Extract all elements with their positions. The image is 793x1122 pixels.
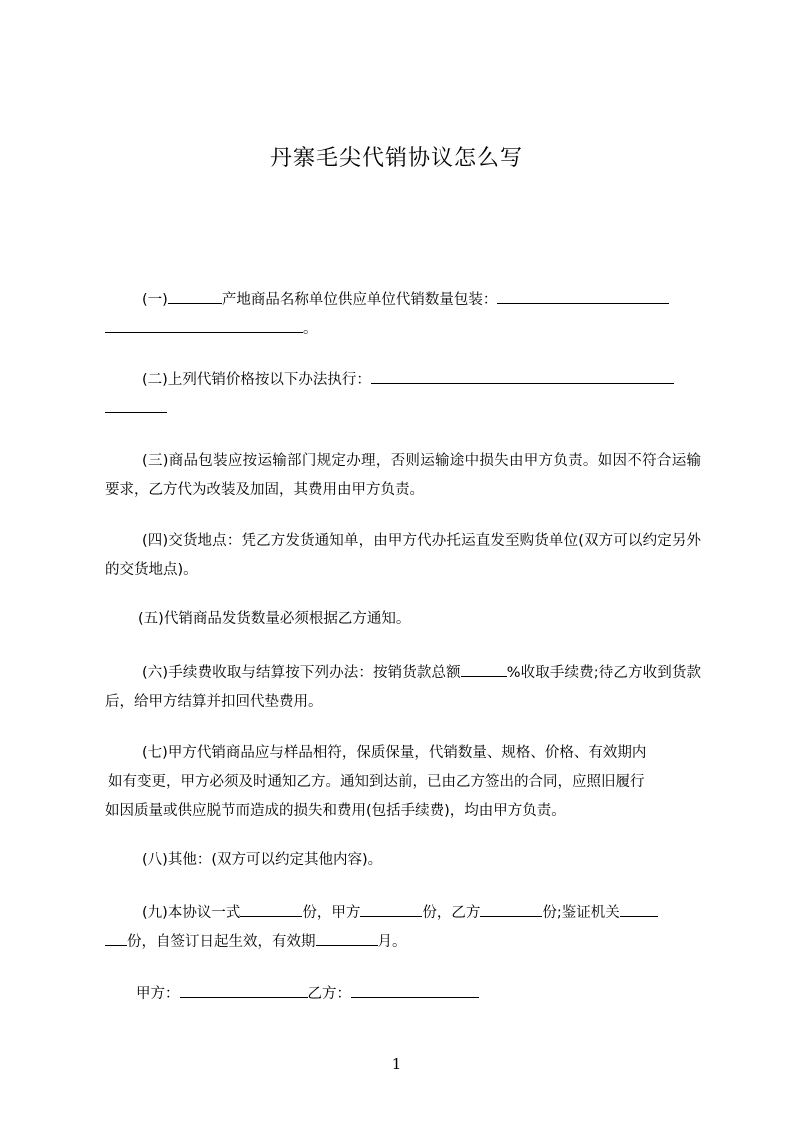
clause-1 (105, 286, 701, 344)
clause-1-blank-detail (497, 287, 669, 304)
clause-4-prefix: (四) (142, 533, 169, 549)
clause-6-text-b: %收取手续费;待乙方收到货款后，给甲方结算并扣回代垫费用。 (105, 665, 701, 710)
clause-9-blank-authority (620, 900, 658, 917)
clause-9-text-5: 份，自签订日起生效，有效期 (127, 934, 316, 950)
clause-9 (105, 899, 701, 957)
clause-4-text: 交货地点：凭乙方发货通知单，由甲方代办托运直发至购货单位(双方可以约定另外的交货地点)。 (105, 533, 701, 578)
clause-9-blank-party-a (360, 900, 422, 917)
party-a-label: 甲方： (136, 986, 180, 1002)
clause-9-text-1: 本协议一式 (167, 905, 241, 921)
party-a-signature-blank (180, 981, 308, 998)
clause-3-prefix: (三) (142, 453, 169, 469)
clause-9-text-6: 月。 (377, 934, 407, 950)
clause-6 (105, 659, 701, 717)
clause-8-text: 其他：(双方可以约定其他内容)。 (167, 852, 383, 868)
clause-6-prefix: (六) (142, 665, 169, 681)
clause-6-text-a: 手续费收取与结算按下列办法：按销货款总额 (168, 665, 461, 681)
clause-1-blank-origin (168, 287, 222, 304)
clause-1-blank-continued (105, 316, 303, 333)
clause-7 (105, 739, 701, 826)
clause-9-prefix: (九) (142, 905, 168, 921)
clause-2-text: 上列代销价格按以下办法执行： (167, 372, 371, 388)
party-b-label: 乙方： (307, 986, 351, 1002)
clause-4 (105, 527, 701, 585)
clause-2-blank-continued (105, 396, 167, 413)
clause-5 (105, 605, 701, 634)
clause-5-prefix: (五) (138, 611, 164, 627)
clause-9-text-2: 份，甲方 (302, 905, 361, 921)
clause-9-blank-authority-continued (105, 929, 127, 946)
clause-8-prefix: (八) (142, 852, 168, 868)
clause-9-text-4: 份;鉴证机关 (542, 905, 620, 921)
clause-3 (105, 447, 701, 505)
clause-2 (105, 366, 701, 424)
clause-9-blank-copies (240, 900, 302, 917)
clause-7-prefix: (七) (142, 745, 168, 761)
clause-7-line-3: 如因质量或供应脱节而造成的损失和费用(包括手续费)，均由甲方负责。 (105, 803, 566, 819)
clause-1-text: 产地商品名称单位供应单位代销数量包装： (221, 292, 498, 308)
document-title: 丹寨毛尖代销协议怎么写 (269, 146, 523, 171)
clause-2-prefix: (二) (142, 372, 168, 388)
clause-7-line-2: 如有变更，甲方必须及时通知乙方。通知到达前，已由乙方签出的合同，应照旧履行 (108, 774, 645, 790)
clause-9-blank-party-b (480, 900, 542, 917)
clause-7-line-1-text: 甲方代销商品应与样品相符，保质保量，代销数量、规格、价格、有效期内 (167, 745, 647, 761)
clause-9-blank-validity (316, 929, 378, 946)
clause-8 (105, 846, 701, 875)
clause-1-prefix: (一) (142, 292, 168, 308)
clause-6-blank-percent (461, 660, 507, 677)
signature-line (105, 980, 706, 1009)
clause-2-blank (371, 367, 674, 384)
clause-3-text: 商品包装应按运输部门规定办理，否则运输途中损失由甲方负责。如因不符合运输要求，乙方代为改装及加固，其费用由甲方负责。 (105, 453, 701, 498)
party-b-signature-blank (351, 981, 479, 998)
clause-7-line-1 (105, 739, 701, 768)
page-number: 1 (391, 1055, 402, 1073)
clause-5-text: 代销商品发货数量必须根据乙方通知。 (163, 611, 411, 627)
clause-9-text-3: 份，乙方 (422, 905, 481, 921)
clause-1-end: 。 (303, 321, 318, 337)
